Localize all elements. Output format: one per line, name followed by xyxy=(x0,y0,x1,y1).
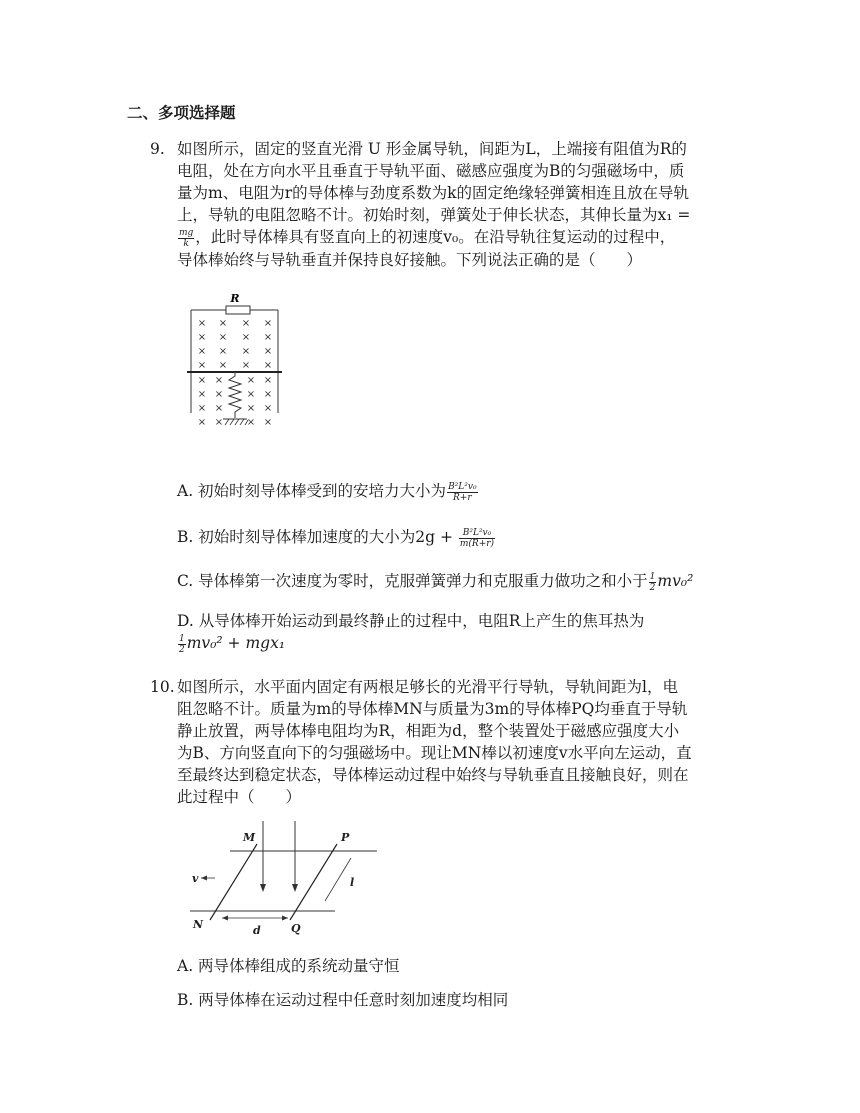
field-cross-mark: × xyxy=(197,318,207,329)
field-cross-mark: × xyxy=(263,389,273,400)
field-cross-mark: × xyxy=(197,417,207,428)
resistor-label: R xyxy=(230,292,240,305)
field-cross-mark: × xyxy=(263,360,273,371)
question-stem xyxy=(177,676,740,808)
field-cross-mark: × xyxy=(263,375,273,386)
field-cross-mark: × xyxy=(246,417,256,428)
question-10 xyxy=(150,676,740,808)
field-cross-mark: × xyxy=(214,403,224,414)
field-cross-mark: × xyxy=(263,332,273,343)
field-cross-mark: × xyxy=(241,332,251,343)
section-title: 二、多项选择题 xyxy=(127,104,236,122)
parallel-rails-diagram xyxy=(185,818,385,938)
stem-line: 上，导轨的电阻忽略不计。初始时刻，弹簧处于伸长状态，其伸长量为x₁ = xyxy=(177,206,691,224)
field-cross-mark: × xyxy=(241,318,251,329)
rod-pq xyxy=(290,844,337,920)
field-cross-mark: × xyxy=(218,360,228,371)
stem-line: 量为m、电阻为r的导体棒与劲度系数为k的固定绝缘轻弹簧相连且放在导轨 xyxy=(177,184,690,202)
fraction: $\frac{1}{2}$ xyxy=(649,571,656,593)
field-cross-mark: × xyxy=(218,318,228,329)
field-cross-mark: × xyxy=(197,346,207,357)
label-l: l xyxy=(350,876,355,889)
field-cross-mark: × xyxy=(241,360,251,371)
label-v: v xyxy=(192,872,199,885)
field-cross-mark: × xyxy=(246,389,256,400)
field-cross-mark: × xyxy=(197,332,207,343)
field-cross-mark: × xyxy=(246,403,256,414)
stem-line: 阻忽略不计。质量为m的导体棒MN与质量为3m的导体棒PQ均垂直于导轨 xyxy=(177,700,688,718)
field-cross-mark: × xyxy=(263,318,273,329)
option-d[interactable]: D. 从导体棒开始运动到最终静止的过程中，电阻R上产生的焦耳热为 $\frac{1}{2}$ mv₀² + mgx₁ xyxy=(177,612,645,655)
field-cross-mark: × xyxy=(197,375,207,386)
field-cross-mark: × xyxy=(214,389,224,400)
question-9 xyxy=(150,138,740,271)
field-cross-mark: × xyxy=(263,417,273,428)
spring xyxy=(229,372,241,418)
fraction: $\frac{\text{B²L²v₀}}{m(R+r)}$ xyxy=(459,527,495,549)
stem-line: 电阻，处在方向水平且垂直于导轨平面、磁感应强度为B的匀强磁场中，质 xyxy=(177,162,685,180)
stem-line: 为B、方向竖直向下的匀强磁场中。现让MN棒以初速度v水平向左运动，直 xyxy=(177,744,692,762)
stem-line: 此过程中（ ） xyxy=(177,788,302,806)
fraction-mg-over-k: $\frac{mg}{k}$ xyxy=(179,227,194,249)
label-p: P xyxy=(341,831,350,844)
rod-mn xyxy=(210,844,257,920)
option-b[interactable]: B. 初始时刻导体棒加速度的大小为2g + $\frac{\text{B²L²v₀}}{m(R+r)}$ xyxy=(177,527,495,549)
field-cross-mark: × xyxy=(263,403,273,414)
stem-line: 如图所示，固定的竖直光滑 U 形金属导轨，间距为L，上端接有阻值为R的 xyxy=(177,140,687,158)
field-cross-mark: × xyxy=(263,346,273,357)
ground-hatch xyxy=(225,419,248,425)
stem-line: 导体棒始终与导轨垂直并保持良好接触。下列说法正确的是（ ） xyxy=(177,250,643,269)
field-cross-mark: × xyxy=(197,360,207,371)
field-cross-mark: × xyxy=(241,346,251,357)
field-cross-mark: × xyxy=(218,332,228,343)
field-cross-mark: × xyxy=(197,389,207,400)
rail-spring-diagram xyxy=(185,290,285,450)
stem-line: 至最终达到稳定状态，导体棒运动过程中始终与导轨垂直且接触良好，则在 xyxy=(177,766,689,784)
option-a[interactable]: A. 初始时刻导体棒受到的安培力大小为 $\frac{\text{B²L²v₀}}{R+r}$ xyxy=(177,481,477,503)
option-b[interactable]: B. 两导体棒在运动过程中任意时刻加速度均相同 xyxy=(177,991,509,1009)
option-c[interactable]: C. 导体棒第一次速度为零时，克服弹簧弹力和克服重力做功之和小于 $\frac{1}{2}$ mv₀² xyxy=(177,571,694,593)
label-n: N xyxy=(193,918,204,931)
fraction: $\frac{1}{2}$ xyxy=(179,633,185,655)
stem-line: 如图所示，水平面内固定有两根足够长的光滑平行导轨，导轨间距为l，电 xyxy=(177,678,678,696)
fraction: $\frac{\text{B²L²v₀}}{R+r}$ xyxy=(448,481,477,503)
field-cross-mark: × xyxy=(197,403,207,414)
label-q: Q xyxy=(291,922,301,935)
question-stem xyxy=(177,138,740,271)
field-cross-mark: × xyxy=(218,346,228,357)
field-cross-mark: × xyxy=(246,375,256,386)
label-d: d xyxy=(253,924,261,937)
option-a[interactable]: A. 两导体棒组成的系统动量守恒 xyxy=(177,957,400,975)
field-cross-mark: × xyxy=(214,375,224,386)
question-number: 9. xyxy=(150,140,165,158)
question-number: 10. xyxy=(150,678,175,696)
stem-line: 静止放置，两导体棒电阻均为R，相距为d，整个装置处于磁感应强度大小 xyxy=(177,722,680,740)
field-cross-mark: × xyxy=(214,417,224,428)
label-m: M xyxy=(243,831,256,844)
stem-line: $\frac{mg}{k}$ ，此时导体棒具有竖直向上的初速度v₀。在沿导轨往复运动的过程中， xyxy=(179,227,676,249)
